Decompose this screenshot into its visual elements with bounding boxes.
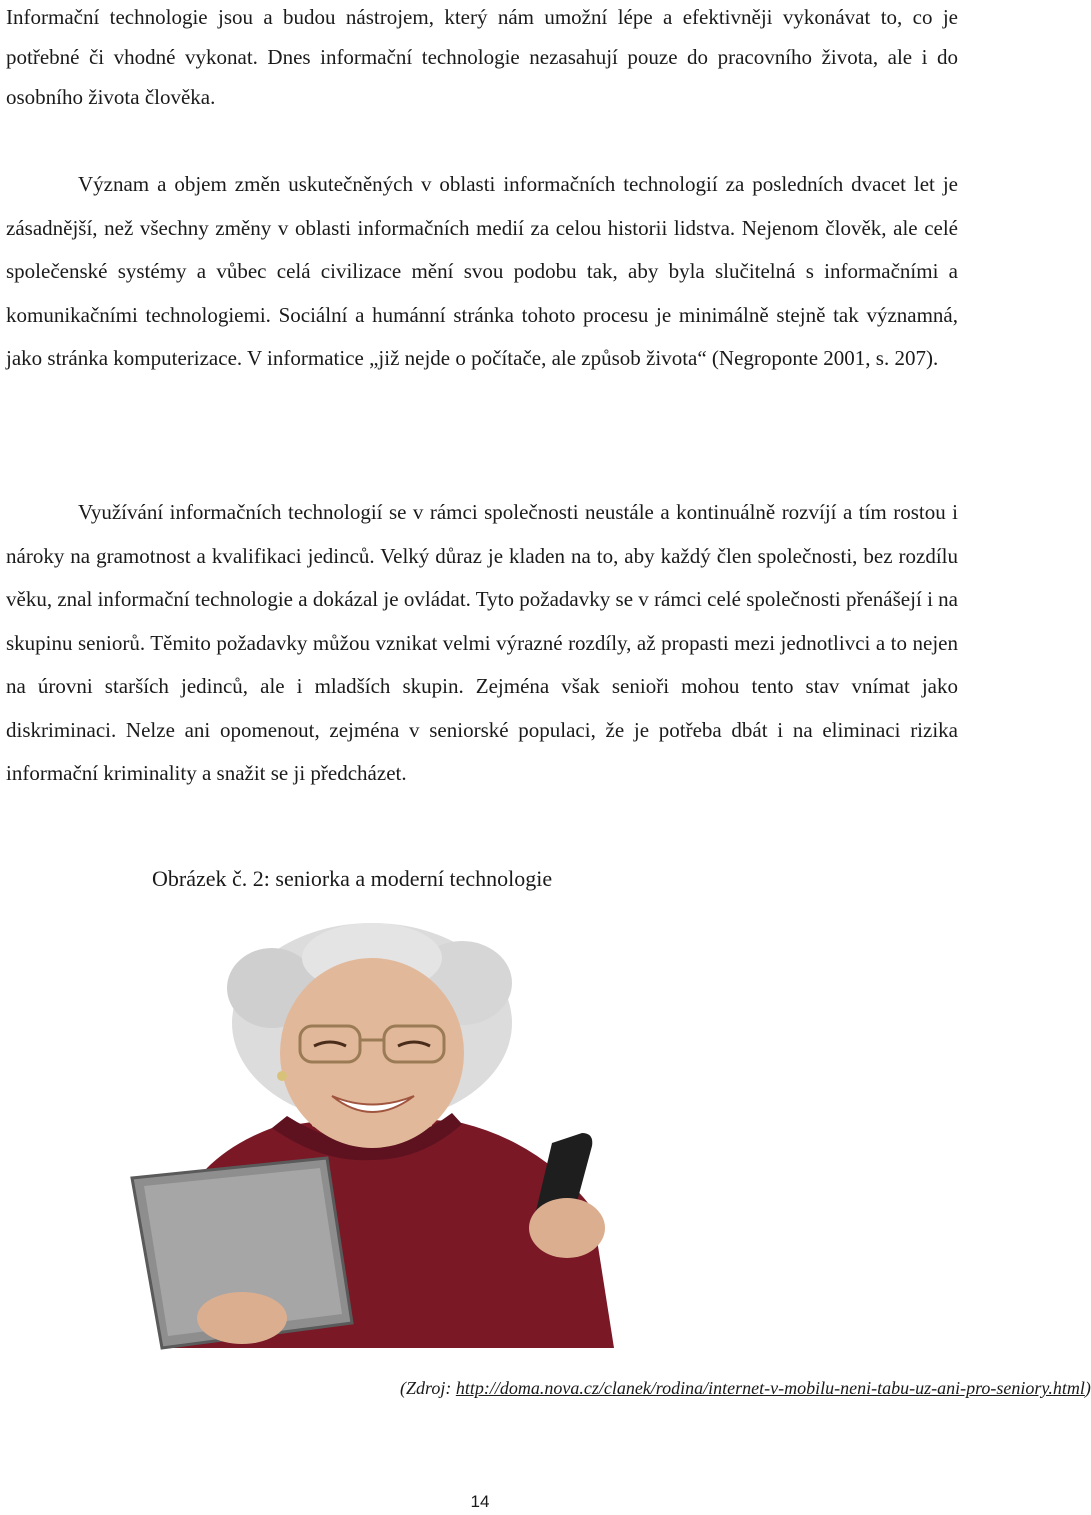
page-number: 14 [470,1492,490,1511]
senior-woman-photo [122,928,624,1348]
paragraph-usage: Využívání informačních technologií se v rámci společnosti neustále a kontinuálně rozvíjí a tím rostou i nároky na gramotnost a kvalifikaci jedinců. Velký důraz je kladen na to, aby každý člen společnosti, bez rozdílu věku, znal informační technologie a dokázal je ovládat. Tyto požadavky se v rámci celé společnosti přenášejí i na skupinu seniorů. Těmito požadavky můžou vznikat velmi výrazné rozdíly, až propasti mezi jednotlivci a to nejen na úrovni starších jedinců, ale i mladších skupin. Zejména však senioři mohou tento stav vnímat jako diskriminaci. Nelze ani opomenout, zejména v seniorské populaci, že je potřeba dbát i na eliminaci rizika informační kriminality a snažit se ji předcházet. [6,500,958,785]
figure-caption: Obrázek č. 2: seniorka a moderní technologie [152,866,553,891]
source-suffix: ) [1084,1378,1091,1398]
source-prefix: (Zdroj: [400,1378,456,1398]
paragraph-intro: Informační technologie jsou a budou nástrojem, který nám umožní lépe a efektivněji vykonávat to, co je potřebné či vhodné vykonat. Dnes informační technologie nezasahují pouze do pracovního života, ale i do osobního života člověka. [6,5,958,109]
paragraph-significance: Význam a objem změn uskutečněných v oblasti informačních technologií za posledních dvacet let je zásadnější, než všechny změny v oblasti informačních medií za celou historii lidstva. Nejenom člověk, ale celé společenské systémy a vůbec celá civilizace mění svou podobu tak, aby byla slučitelná s informačními a komunikačními technologiemi. Sociální a humánní stránka tohoto procesu je minimálně stejně tak významná, jako stránka komputerizace. V informatice „již nejde o počítače, ale způsob života“ (Negroponte 2001, s. 207). [6,172,958,370]
figure-source [400,1378,1091,1399]
source-link[interactable]: http://doma.nova.cz/clanek/rodina/internet-v-mobilu-neni-tabu-uz-ani-pro-seniory.html [455,1378,1085,1398]
